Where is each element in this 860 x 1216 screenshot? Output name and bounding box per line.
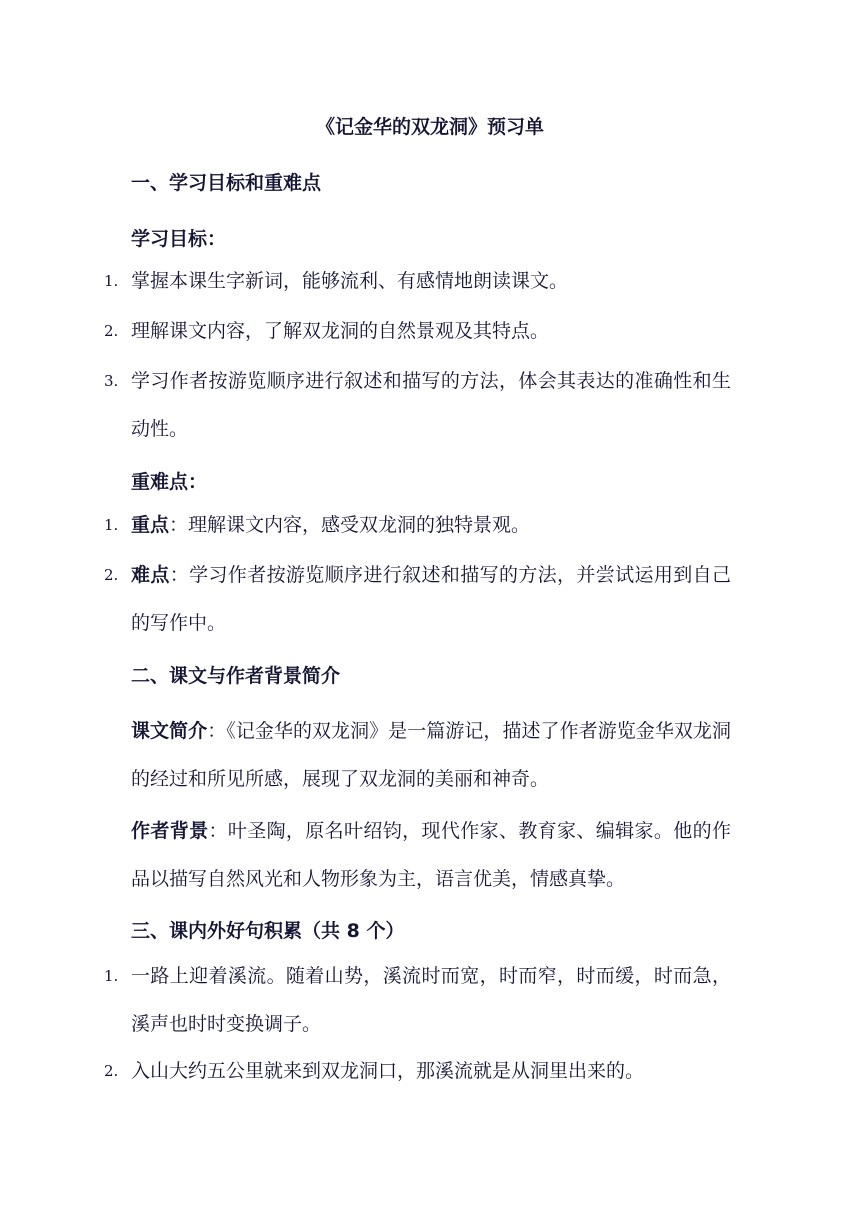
list-number: 2. [104,322,119,340]
key-points-label: 重难点： [131,471,208,493]
goal-text: 理解课文内容，了解双龙洞的自然景观及其特点。 [131,320,550,342]
document-title: 《记金华的双龙洞》预习单 [315,116,544,138]
goal-text: 掌握本课生字新词，能够流利、有感情地朗读课文。 [131,270,569,292]
key-point-item [104,551,731,647]
author-text: ：叶圣陶，原名叶绍钧，现代作家、教育家、编辑家。他的作品以描写自然风光和人物形象为主，语言优美，情感真挚。 [131,820,731,890]
sentence-item [104,952,731,1048]
key-point-label: 重点 [131,514,170,536]
sentence-text: 一路上迎着溪流。随着山势，溪流时而宽，时而窄，时而缓，时而急，溪声也时时变换调子。 [131,965,731,1035]
goal-item [104,257,731,305]
list-number: 1. [104,967,119,985]
goals-label: 学习目标： [131,228,227,250]
text-intro-paragraph [131,707,731,803]
section-heading-sentences: 三、课内外好句积累（共 8 个） [131,920,405,942]
list-number: 2. [104,566,119,584]
goal-item [104,307,731,355]
section-heading-goals: 一、学习目标和重难点 [131,172,322,194]
author-label: 作者背景 [131,820,209,842]
key-point-item [104,501,731,549]
intro-label: 课文简介 [131,720,208,742]
key-point-label: 难点 [131,564,170,586]
sentence-item [104,1047,731,1095]
key-point-text: ：理解课文内容，感受双龙洞的独特景观。 [169,514,531,536]
list-number: 3. [104,372,119,390]
author-background-paragraph [131,807,731,903]
goal-text: 学习作者按游览顺序进行叙述和描写的方法，体会其表达的准确性和生动性。 [131,370,731,440]
sentence-text: 入山大约五公里就来到双龙洞口，那溪流就是从洞里出来的。 [131,1060,645,1082]
intro-text: ：《记金华的双龙洞》是一篇游记，描述了作者游览金华双龙洞的经过和所见所感，展现了双龙洞的美丽和神奇。 [131,720,731,790]
key-point-text: ：学习作者按游览顺序进行叙述和描写的方法，并尝试运用到自己的写作中。 [131,564,731,634]
list-number: 2. [104,1062,119,1080]
goal-item [104,357,731,453]
list-number: 1. [104,516,119,534]
list-number: 1. [104,272,119,290]
section-heading-background: 二、课文与作者背景简介 [131,665,341,687]
